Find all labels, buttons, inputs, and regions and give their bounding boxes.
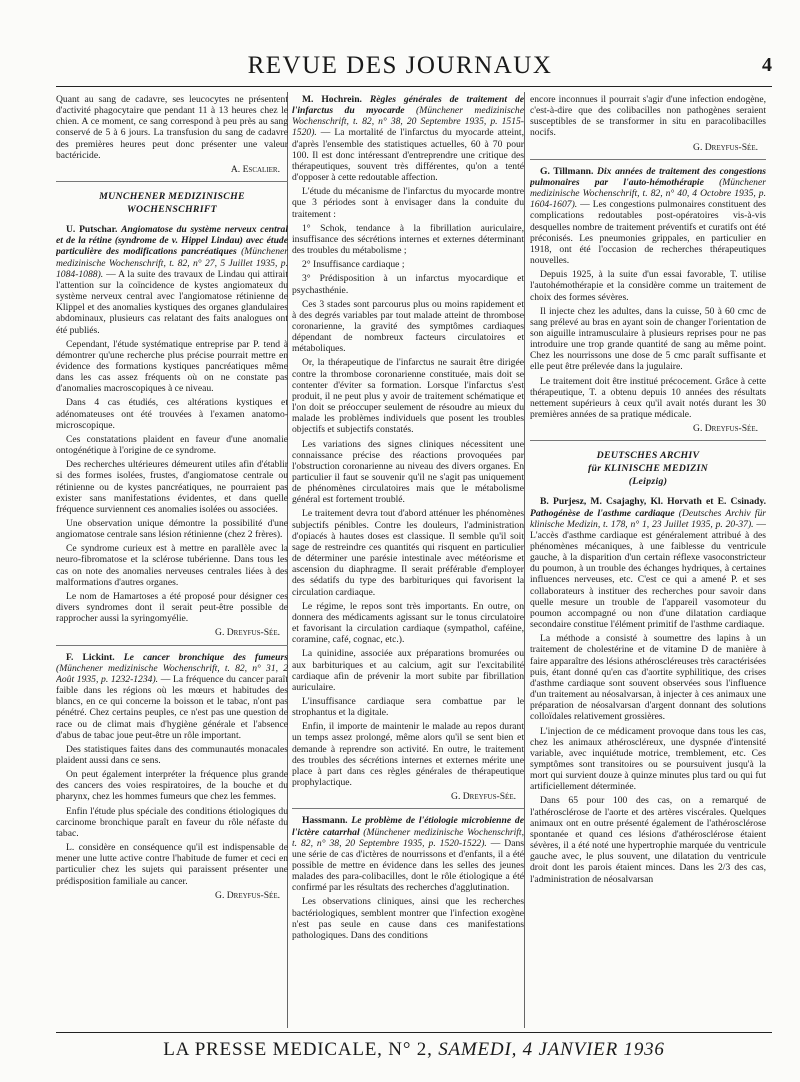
- page-footer: [56, 1032, 772, 1061]
- article-title: Le cancer bronchique des fumeurs: [123, 651, 288, 663]
- paragraph: Les variations des signes cliniques nécessitent une connaissance précise des réactions provoquées par l'obstruction coronarienne au niveau des divers organes. En particulier il faut se souvenir qu'il ne s'agit pas uniquement de phénomènes circulatoires mais que le métabolisme général est fortement troublé.: [292, 438, 524, 506]
- author-signature: G. Dreyfus-Sée.: [693, 141, 758, 153]
- paragraph: 2° Insuffisance cardiaque ;: [302, 259, 405, 271]
- article-reference: (Münchener medizinische Wochenschrift, t. 82, n° 27, 5 Juillet 1935, p. 1084-1088).: [56, 246, 288, 280]
- paragraph: Le traitement devra tout d'abord atténuer les phénomènes subjectifs pénibles. Contre les douleurs, l'administration d'opiacés à hautes doses est classique. Il semble qu'il soit sage de restreindre ces quantités qui risquent en particulier de déterminer une parésie intestinale avec météorisme et ascension du diaphragme. Il serait préférable d'employer des sédatifs du type des barbituriques qui favorisent la circulation cardiaque.: [292, 508, 524, 598]
- paragraph: 1° Schok, tendance à la fibrillation auriculaire, insuffisance des sécrétions internes et externes déterminant des troubles du métabolisme ;: [292, 222, 524, 257]
- article-author: F. Lickint.: [66, 651, 115, 663]
- author-signature: G. Dreyfus-Sée.: [693, 423, 758, 435]
- paragraph: Cependant, l'étude systématique entreprise par P. tend à démontrer qu'une recherche plus précise pourrait mettre en évidence des formations kystiques pancréatiques même dans les cas assez fréquents où on ne constate pas d'anomalies macroscopiques à ce niveau.: [56, 338, 288, 395]
- article-title: Le problème de l'étiologie microbienne de l'ictère catarrhal: [292, 815, 524, 838]
- page-number: 4: [762, 54, 772, 76]
- column-divider-2: [524, 92, 525, 1028]
- paragraph: Enfin l'étude plus spéciale des conditions étiologiques du carcinome bronchique paraît en faveur du rôle néfaste du tabac.: [56, 805, 288, 839]
- paragraph: — A la suite des travaux de Lindau qui attirait l'attention sur la coïncidence de kystes angiomateux du système nerveux central avec l'angiomatose rétinienne de Klippel et des anomalies kystiques des organes glandulaires abdominaux, plusieurs cas relatant des faits analogues ont été publiés.: [56, 268, 288, 336]
- article-author: Hassmann.: [302, 815, 348, 827]
- paragraph: — La mortalité de l'infarctus du myocarde atteint, d'après l'ensemble des statistiques actuelles, 60 à 70 pour 100. Il est donc intéressant d'entreprendre une critique des thérapeutiques, souvent très différentes, qu'on a tenté d'opposer à cette redoutable affection.: [292, 127, 524, 184]
- footer-date: SAMEDI, 4 JANVIER 1936: [438, 1039, 665, 1060]
- footer-journal: LA PRESSE MEDICALE,: [163, 1039, 383, 1060]
- paragraph: L'injection de ce médicament provoque dans tous les cas, chez les animaux athéroscléreux, une dyspnée d'intensité variable, avec inquiétude motrice, tremblement, etc. Ces symptômes sont transitoires ou se poursuivent jusqu'à la mort qui survient douze à quinze minutes plus tard ou qui fut artificiellement déterminée.: [530, 725, 766, 793]
- section-heading: [530, 449, 766, 488]
- paragraph: — Dans une série de cas d'ictères de nourrissons et d'enfants, il a été possible de mettre en évidence dans les selles des jeunes malades des para-colibacilles, dont le rôle étiologique a été confirmé par les résultats des recherches d'agglutination.: [292, 837, 524, 894]
- article-header: [530, 496, 766, 630]
- paragraph: Le régime, le repos sont très importants. En outre, on donnera des médicaments agissant sur le tonus circulatoire et favorisant la circulation cardiaque (sympathol, caféine, coramine, café, cognac, etc.).: [292, 600, 524, 646]
- author-signature: G. Dreyfus-Sée.: [215, 627, 280, 639]
- paragraph: encore inconnues il pourrait s'agir d'une infection endogène, c'est-à-dire que des colibacilles non pathogènes seraient susceptibles de se transformer in situ en paracolibacilles nocifs.: [530, 94, 766, 139]
- article-author: B. Purjesz, M. Csajaghy, Kl. Horvath et E. Csinady.: [540, 496, 766, 508]
- article-reference: (Münchener medizinische Wochenschrift, t. 82, n° 38, 20 Septembre 1935, p. 1520-1522).: [292, 826, 524, 849]
- article-header: [292, 815, 524, 893]
- article-author: U. Putschar.: [66, 224, 118, 236]
- paragraph: Ce syndrome curieux est à mettre en parallèle avec la neuro-fibromatose et la sclérose tubérienne. Dans tous les cas on note des anomalies nerveuses centrales liées à des malformations d'autres organes.: [56, 543, 288, 588]
- article-title: Dix années de traitement des congestions pulmonaires par l'auto-hémothérapie: [530, 165, 766, 188]
- separator: [292, 808, 524, 809]
- paragraph: L'insuffisance cardiaque sera combattue par le strophantus et la digitale.: [292, 695, 524, 719]
- article-author: G. Tillmann.: [540, 165, 594, 177]
- paragraph: — Les congestions pulmonaires constituent des complications redoutables post-opératoires vis-à-vis desquelles nombre de traitement préventifs et curatifs ont été préconisés. Les pneumonies grippales, en particulier en 1918, ont été l'occasion de recherches thérapeutiques nouvelles.: [530, 199, 766, 267]
- article-title: Pathogénèse de l'asthme cardiaque: [530, 507, 675, 519]
- paragraph: Quant au sang de cadavre, ses leucocytes ne présentent d'activité phagocytaire que pendant 11 à 13 heures chez le chien. A ce moment, ce sang correspond à peu près au sang conservé de 5 à 6 jours. La transfusion du sang de cadavre des premières heures peut donc présenter une valeur bactéricide.: [56, 94, 288, 161]
- section-heading-line: (Leipzig): [628, 476, 668, 488]
- footer-issue: N° 2,: [388, 1039, 433, 1060]
- column-3: [530, 94, 766, 1026]
- article-header: [56, 652, 288, 741]
- paragraph: Depuis 1925, à la suite d'un essai favorable, T. utilise l'autohémothérapie et la considère comme un traitement de choix des formes sévères.: [530, 269, 766, 303]
- article-title: Règles générales de traitement de l'infarctus du myocarde: [292, 94, 524, 117]
- paragraph: — L'accès d'asthme cardiaque est généralement attribué à des phénomènes mécaniques, à une faiblesse du ventricule gauche, à la disparition d'un certain réflexe vasoconstricteur du poumon, à un trouble des échanges hydriques, à certaines influences nerveuses, etc. C'est ce qui a amené P. et ses collaborateurs à instituer des recherches pour savoir dans quelle mesure un trouble de l'appareil vasomoteur du poumon accompagné ou non d'une dilatation cardiaque secondaire constitue l'élément primitif de l'asthme cardiaque.: [530, 518, 766, 631]
- article-header: [292, 94, 524, 183]
- header-rule: [56, 86, 772, 87]
- section-heading-line: DEUTSCHES ARCHIV: [596, 450, 700, 462]
- column-2: [292, 94, 524, 1026]
- paragraph: Dans 65 pour 100 des cas, on a remarqué de l'athérosclérose de l'aorte et des artères viscérales. Quelques animaux ont en outre présenté également de l'athérosclérose spontanée et quand ces lésions d'athérosclérose étaient sévères, il a été noté une hypertrophie marquée du ventricule gauche avec, le plus souvent, une dilatation du ventricule droit dont les parois étaient minces. Dans les 2/3 des cas, l'administration de néosalvarsan: [530, 795, 766, 885]
- article-reference: (Münchener medizinische Wochenschrift, t. 82, n° 40, 4 Octobre 1935, p. 1604-1607).: [530, 176, 766, 211]
- author-signature: G. Dreyfus-Sée.: [451, 791, 516, 803]
- section-heading-line: WOCHENSCHRIFT: [127, 204, 217, 216]
- paragraph: La méthode a consisté à soumettre des lapins à un traitement de cholestérine et de vitamine D de manière à faire apparaître des lésions athéroscléreuses très caractérisées puis, étant donné qu'en cas d'aortite syphilitique, des crises d'asthme cardiaque sont souvent observées sous l'influence d'un traitement au néosalvarsan, à injecter à ces animaux une préparation de néosalvarsan d'argent donnant des solutions colloïdales relativement grossières.: [530, 633, 766, 723]
- author-signature: G. Dreyfus-Sée.: [215, 889, 280, 901]
- paragraph: Ces 3 stades sont parcourus plus ou moins rapidement et à des degrés variables par tout malade atteint de thrombose coronarienne, la gravité des symptômes cardiaques dépendant de nombreux facteurs circulatoires et métaboliques.: [292, 298, 524, 355]
- separator: [530, 159, 766, 160]
- paragraph: La quinidine, associée aux préparations bromurées ou aux barbituriques et au calcium, agit sur l'excitabilité cardiaque afin de prévenir la mort subite par fibrillation auriculaire.: [292, 648, 524, 693]
- paragraph: 3° Prédisposition à un infarctus myocardique et psychasthénie.: [292, 273, 524, 296]
- article-reference: (Deutsches Archiv für klinische Medizin, t. 178, n° 1, 23 Juillet 1935, p. 20-37).: [530, 507, 766, 530]
- paragraph: Enfin, il importe de maintenir le malade au repos durant un temps assez prolongé, même alors qu'il se sent bien et demande à reprendre son activité. En outre, le traitement des troubles des sécrétions internes et externes mérite une place à part dans ces règles générales de thérapeutique prophylactique.: [292, 721, 524, 789]
- paragraph: Des statistiques faites dans des communautés monacales plaident aussi dans ce sens.: [56, 743, 288, 766]
- section-heading: [56, 190, 288, 216]
- article-title: Angiomatose du système nerveux central et de la rétine (syndrome de v. Hippel Lindau) avec étude particulière des modifications pancréatiques: [56, 224, 288, 258]
- paragraph: Des recherches ultérieures démeurent utiles afin d'établir si des formes isolées, frustes, d'angiomatose centrale ou rétinienne ou de kystes pancréatiques, ne pourraient pas exister sans manifestations évidentes, et dans quelle fréquence surviennent ces anomalies isolées ou associées.: [56, 459, 288, 515]
- separator: [56, 645, 288, 646]
- article-author: M. Hochrein.: [302, 94, 362, 105]
- paragraph: Le traitement doit être institué précocement. Grâce à cette thérapeutique, T. a obtenu depuis 10 années des résultats nettement supérieurs à ceux qu'il avait notés durant les 30 premières années de sa pratique médicale.: [530, 375, 766, 421]
- article-header: [56, 224, 288, 336]
- paragraph: Les observations cliniques, ainsi que les recherches bactériologiques, semblent montrer que l'infection exogène n'est pas seule en cause dans ces manifestations pathologiques. Dans des conditions: [292, 896, 524, 941]
- article-reference: (Münchener medizinische Wochenschrift, t. 82, n° 38, 20 Septembre 1935, p. 1515-1520).: [292, 105, 524, 139]
- paragraph: Ces constatations plaident en faveur d'une anomalie ontogénétique à l'origine de ce syndrome.: [56, 433, 288, 457]
- separator: [530, 440, 766, 441]
- section-heading-line: für KLINISCHE MEDIZIN: [587, 463, 709, 475]
- paragraph: L'étude du mécanisme de l'infarctus du myocarde montre que 3 périodes sont à envisager dans la conduite du traitement :: [292, 186, 524, 220]
- paragraph: Une observation unique démontre la possibilité d'une angiomatose centrale sans lésion rétinienne (chez 2 frères).: [56, 518, 288, 541]
- article-reference: (Münchener medizinische Wochenschrift, t. 82, n° 31, 2 Août 1935, p. 1232-1234).: [56, 662, 288, 685]
- paragraph: On peut également interpréter la fréquence plus grande des cancers des voies respiratoires, de la bouche et du pharynx, chez les hommes fumeurs que chez les femmes.: [56, 769, 288, 803]
- article-header: [530, 166, 766, 266]
- paragraph: Or, la thérapeutique de l'infarctus ne saurait être dirigée contre la thrombose coronarienne constituée, mais doit se contenter d'éviter sa formation. Lorsque l'infarctus s'est produit, il ne peut plus y avoir de traitement schématique et l'on doit se préoccuper seulement de résoudre au mieux du malade les problèmes individuels que posent les troubles objectifs et subjectifs constatés.: [292, 357, 524, 436]
- page-title: REVUE DES JOURNAUX: [247, 52, 553, 79]
- paragraph: Il injecte chez les adultes, dans la cuisse, 50 à 60 cmc de sang prélevé au bras en ayant soin de changer l'orientation de son aiguille intramusculaire à plusieurs reprises pour ne pas introduire une trop grande quantité de sang au même point. Chez les nourrissons une dose de 5 cmc paraît suffisante et elle peut être prélevée dans la jugulaire.: [530, 305, 766, 373]
- paragraph: Dans 4 cas étudiés, ces altérations kystiques et adénomateuses ont été trouvées à l'examen anatomo-microscopique.: [56, 397, 288, 431]
- section-heading-line: MUNCHENER MEDIZINISCHE: [99, 191, 245, 203]
- paragraph: — La fréquence du cancer paraît faible dans les régions où les mœurs et habitudes des blancs, en ce qui concerne la boisson et le tabac, n'ont pas pénétré. Chez certains peuples, ce n'est pas une question de race ou de climat mais d'hygiène générale et l'absence d'abus de tabac joue peut-être un rôle important.: [56, 673, 288, 741]
- author-signature: A. Escalier.: [230, 163, 280, 175]
- paragraph: L. considère en conséquence qu'il est indispensable de mener une lutte active contre l'habitude de fumer et ceci en particulier chez les sujets qui paraissent présenter une prédisposition familiale au cancer.: [56, 842, 288, 887]
- paragraph: Le nom de Hamartoses a été proposé pour désigner ces divers syndromes dont il serait peut-être possible de rapprocher aussi la syringomyélie.: [56, 590, 288, 625]
- separator: [56, 181, 288, 182]
- column-1: [56, 94, 288, 1026]
